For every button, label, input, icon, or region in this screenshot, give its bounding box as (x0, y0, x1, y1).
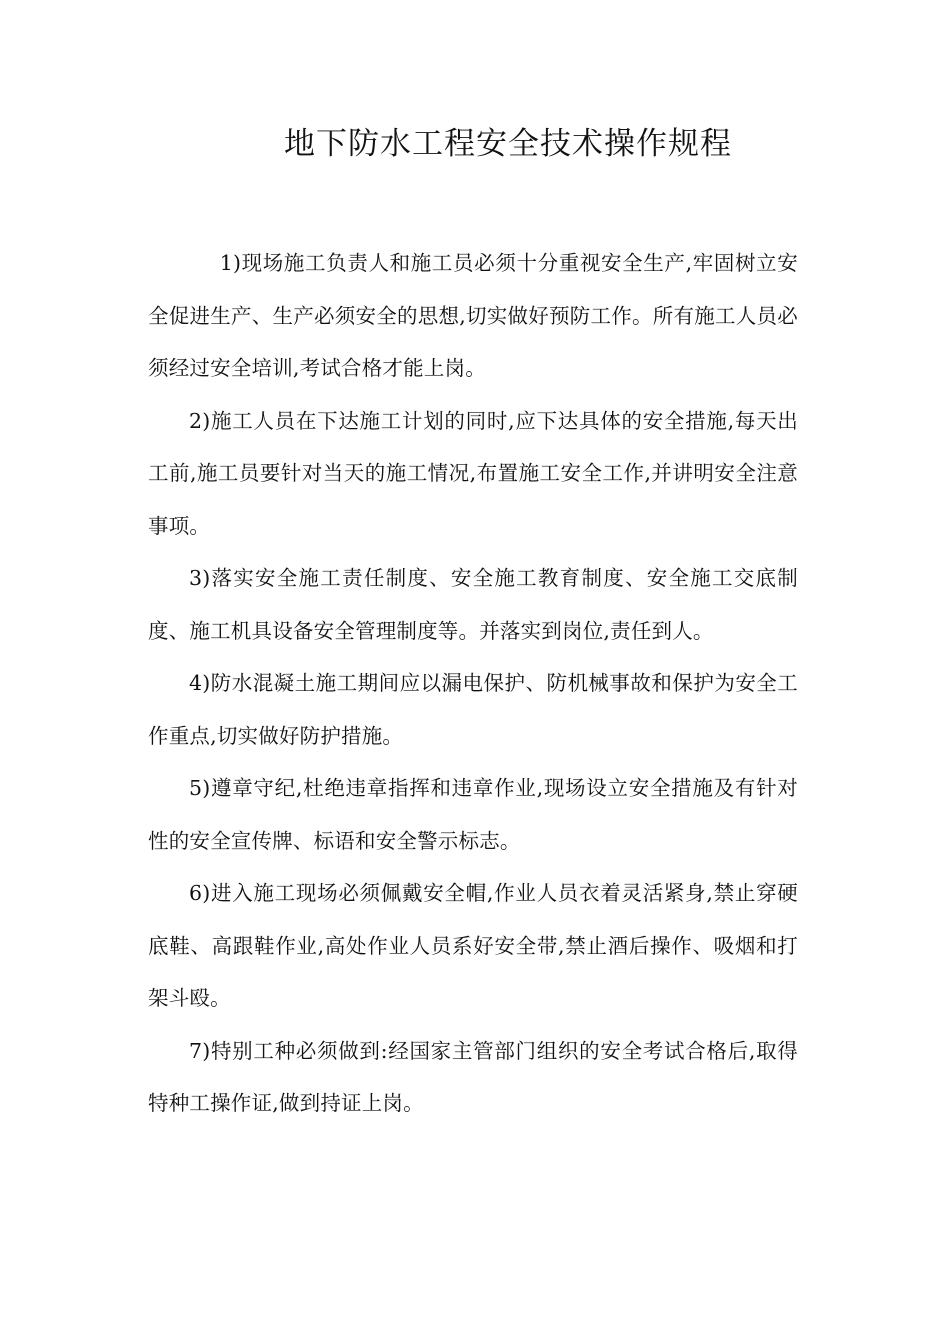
paragraph-5: 5)遵章守纪,杜绝违章指挥和违章作业,现场设立安全措施及有针对性的安全宣传牌、标语和安全警示标志。 (148, 776, 798, 853)
document-body (148, 237, 798, 1130)
paragraph-2: 2)施工人员在下达施工计划的同时,应下达具体的安全措施,每天出工前,施工员要针对当天的施工情况,布置施工安全工作,并讲明安全注意事项。 (148, 408, 798, 538)
paragraph-3: 3)落实安全施工责任制度、安全施工教育制度、安全施工交底制度、施工机具设备安全管理制度等。并落实到岗位,责任到人。 (148, 566, 798, 643)
paragraph-1: 1)现场施工负责人和施工员必须十分重视安全生产,牢固树立安全促进生产、生产必须安全的思想,切实做好预防工作。所有施工人员必须经过安全培训,考试合格才能上岗。 (148, 251, 798, 380)
paragraph-4: 4)防水混凝土施工期间应以漏电保护、防机械事故和保护为安全工作重点,切实做好防护措施。 (148, 671, 798, 748)
document-title: 地下防水工程安全技术操作规程 (284, 126, 732, 162)
paragraph-6: 6)进入施工现场必须佩戴安全帽,作业人员衣着灵活紧身,禁止穿硬底鞋、高跟鞋作业,高处作业人员系好安全带,禁止酒后操作、吸烟和打架斗殴。 (148, 881, 798, 1010)
paragraph-7: 7)特别工种必须做到:经国家主管部门组织的安全考试合格后,取得特种工操作证,做到持证上岗。 (148, 1038, 798, 1115)
